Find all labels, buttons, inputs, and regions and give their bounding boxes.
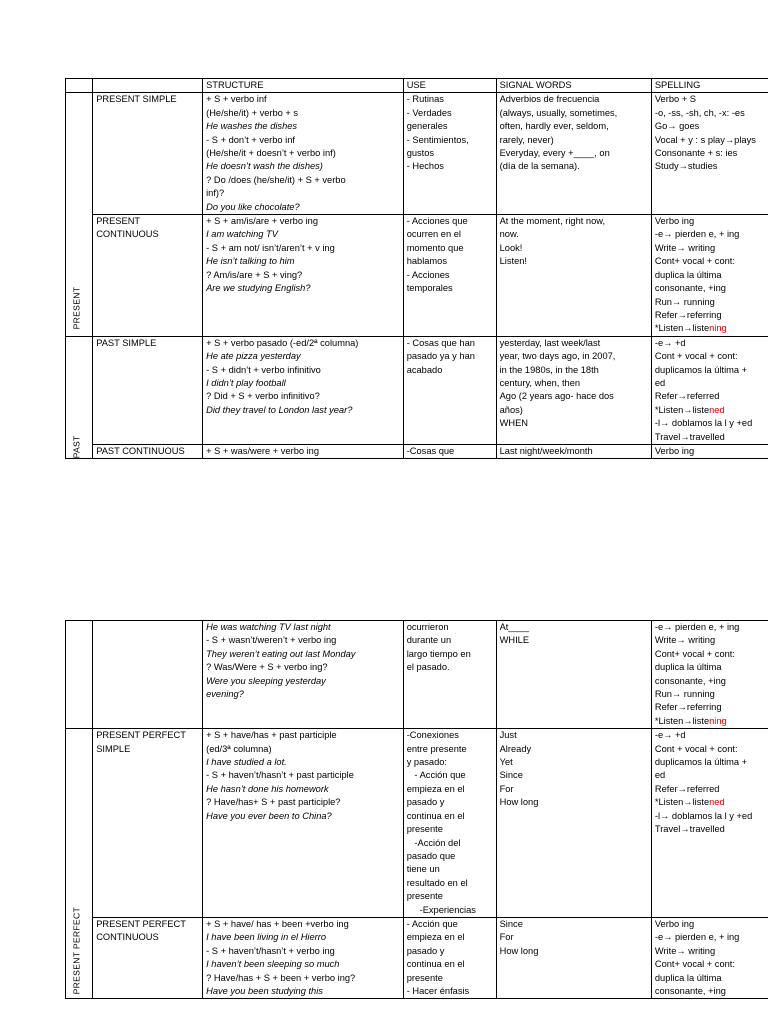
signal-line: yesterday, last week/last: [499, 337, 601, 348]
use-line: temporales: [406, 283, 453, 294]
row-present-simple: [66, 93, 768, 215]
tense-present-simple: [93, 93, 203, 215]
group-label-present-perfect: PRESENT PERFECT: [71, 906, 82, 995]
signal-past-simple: [496, 336, 651, 444]
highlighted-ending: ned: [709, 404, 725, 415]
use-line: generales: [406, 121, 448, 132]
structure-line: - S + am not/ isn’t/aren’t + v ing: [206, 242, 335, 253]
signal-line: How long: [499, 945, 539, 956]
use-line: -Experiencias: [406, 904, 476, 915]
row-past-simple: [66, 336, 768, 444]
spelling-line: Refer→referring: [654, 309, 722, 320]
structure-line: inf)?: [206, 188, 225, 199]
structure-present-perfect-simple: [203, 729, 404, 918]
structure-line: + S + was/were + verbo ing: [206, 445, 320, 456]
tense-past-simple: [93, 336, 203, 444]
use-line: - Rutinas: [406, 94, 444, 105]
signal-line: For: [499, 783, 514, 794]
structure-present-simple: [203, 93, 404, 215]
spelling-line: Travel→travelled: [654, 824, 725, 835]
use-line: pasado que: [406, 850, 456, 861]
spelling-line: Cont+ vocal + cont:: [654, 959, 735, 970]
use-line: ocurren en el: [406, 229, 461, 240]
spelling-line-listened: [655, 404, 768, 417]
spelling-line: duplica la última: [654, 662, 722, 673]
use-line: -Acción del: [406, 837, 461, 848]
example-line: Are we studying English?: [206, 283, 311, 294]
tense-line: PRESENT SIMPLE: [96, 94, 177, 105]
spelling-line: -e→ pierden e, + ing: [654, 622, 740, 632]
use-line: resultado en el: [406, 877, 468, 888]
example-line: He ate pizza yesterday: [206, 351, 301, 362]
use-line: - Acciones que: [406, 216, 468, 227]
use-line: continua en el: [406, 810, 465, 821]
highlighted-ending: ning: [709, 323, 727, 334]
spelling-line: ed: [654, 770, 666, 781]
use-line: durante un: [406, 635, 452, 646]
spelling-line: Consonante + s: ies: [654, 148, 738, 159]
spelling-line: duplicamos la última +: [654, 757, 748, 768]
structure-past-continuous-cont: [203, 621, 404, 729]
spelling-line: Run→ running: [654, 296, 715, 307]
signal-line: WHEN: [499, 418, 529, 429]
spelling-line: Travel→travelled: [654, 431, 725, 442]
row-present-continuous: [66, 215, 768, 337]
signal-line: in the 1980s, in the 18th: [499, 364, 599, 375]
signal-line: often, hardly ever, seldom,: [499, 121, 609, 132]
structure-line: ? Did + S + verbo infinitivo?: [206, 391, 320, 402]
signal-line: Everyday, every +____, on: [499, 148, 610, 159]
signal-present-perfect-continuous: [496, 917, 651, 998]
example-line: I haven’t been sleeping so much: [206, 959, 340, 970]
group-label-present: PRESENT: [71, 287, 82, 330]
spelling-line: duplica la última: [654, 269, 722, 280]
use-line: - Sentimientos,: [406, 134, 469, 145]
group-cell-present: [66, 93, 93, 336]
spelling-line: Verbo ing: [654, 216, 695, 227]
example-line: Do you like chocolate?: [206, 201, 300, 212]
signal-line: century, when, then: [499, 377, 581, 388]
example-line: He doesn’t wash the dishes): [206, 161, 323, 172]
example-line: Did they travel to London last year?: [206, 404, 353, 415]
use-line: pasado ya y han: [406, 351, 475, 362]
signal-line: Listen!: [499, 256, 528, 267]
signal-line: Ago (2 years ago- hace dos: [499, 391, 614, 402]
structure-line: (He/she/it) + verbo + s: [206, 107, 299, 118]
spelling-past-continuous-cont: [651, 621, 768, 729]
tense-line: PRESENT PERFECT: [96, 918, 186, 929]
tense-line: PAST SIMPLE: [96, 337, 157, 348]
spelling-present-simple: [651, 93, 768, 215]
spelling-line: consonante, +ing: [654, 675, 726, 686]
spelling-past-continuous: [651, 444, 768, 458]
header-structure: STRUCTURE: [203, 79, 404, 93]
group-cell-empty: [66, 621, 93, 729]
signal-line: At____: [499, 622, 530, 632]
group-cell-past: [66, 336, 93, 459]
signal-line: How long: [499, 797, 539, 808]
structure-line: - S + haven’t/hasn’t + verbo ing: [206, 945, 335, 956]
signal-line: Adverbios de frecuencia: [499, 94, 600, 105]
example-line: He isn’t talking to him: [206, 256, 295, 267]
header-cell-tense: [93, 79, 203, 93]
spelling-line: Verbo ing: [654, 445, 695, 456]
example-line: Have you been studying this: [206, 985, 323, 996]
signal-line: At the moment, right now,: [499, 216, 606, 227]
structure-line: - S + haven’t/hasn’t + past participle: [206, 770, 354, 781]
spelling-line: Vocal + y : s play→plays: [654, 134, 756, 145]
use-line: - Verdades: [406, 107, 452, 118]
structure-past-simple: [203, 336, 404, 444]
row-past-continuous: [66, 444, 768, 458]
signal-present-continuous: [496, 215, 651, 337]
use-present-perfect-continuous: [403, 917, 496, 998]
use-present-perfect-simple: [403, 729, 496, 918]
structure-line: ? Do /does (he/she/it) + S + verbo: [206, 174, 346, 185]
signal-past-continuous-cont: [496, 621, 651, 729]
use-line: empieza en el: [406, 783, 465, 794]
spelling-text: *Listen→liste: [654, 715, 710, 726]
signal-line: Already: [499, 743, 532, 754]
grammar-table-1: [65, 78, 768, 459]
spelling-line: -e→ +d: [654, 337, 686, 348]
signal-line: Since: [499, 770, 523, 781]
signal-line: Just: [499, 730, 517, 741]
signal-line: (always, usually, sometimes,: [499, 107, 618, 118]
grammar-table-2: [65, 620, 768, 999]
header-row: [66, 79, 768, 93]
signal-present-perfect-simple: [496, 729, 651, 918]
group-label-past: PAST: [71, 435, 82, 459]
signal-line: now.: [499, 229, 519, 240]
spelling-line: -e→ pierden e, + ing: [654, 229, 740, 240]
use-line: hablamos: [406, 256, 447, 267]
structure-line: + S + verbo pasado (-ed/2ª columna): [206, 337, 359, 348]
structure-present-perfect-continuous: [203, 917, 404, 998]
tense-present-perfect-simple: [93, 729, 203, 918]
row-present-perfect-simple: [66, 729, 768, 918]
spelling-line: Cont + vocal + cont:: [654, 351, 738, 362]
spelling-present-continuous: [651, 215, 768, 337]
use-line: gustos: [406, 148, 435, 159]
spelling-line: Cont + vocal + cont:: [654, 743, 738, 754]
row-past-continuous-continued: [66, 621, 768, 729]
use-line: pasado y: [406, 945, 445, 956]
signal-line: Last night/week/month: [499, 445, 593, 456]
example-line: He washes the dishes: [206, 121, 298, 132]
structure-line: + S + have/ has + been +verbo ing: [206, 918, 349, 929]
spelling-line: -e→ +d: [654, 730, 686, 741]
signal-line: For: [499, 932, 514, 943]
spelling-line: consonante, +ing: [654, 283, 726, 294]
spelling-line: -l→ doblamos la l y +ed: [654, 418, 753, 429]
spelling-past-simple: [651, 336, 768, 444]
signal-line: (día de la semana).: [499, 161, 580, 172]
spelling-line: -o, -ss, -sh, ch, -x: -es: [654, 107, 745, 118]
use-line: momento que: [406, 242, 464, 253]
spelling-line: duplica la última: [654, 972, 722, 983]
spelling-text: *Listen→liste: [654, 797, 710, 808]
signal-line: años): [499, 404, 523, 415]
use-line: y pasado:: [406, 757, 448, 768]
structure-line: (ed/3ª columna): [206, 743, 272, 754]
tense-line: CONTINUOUS: [96, 932, 159, 943]
use-line: empieza en el: [406, 932, 465, 943]
spelling-line: Refer→referred: [654, 391, 720, 402]
spelling-line-listening: [655, 715, 768, 728]
row-present-perfect-continuous: [66, 917, 768, 998]
use-line: presente: [406, 972, 443, 983]
use-line: el pasado.: [406, 662, 450, 673]
tense-present-continuous: [93, 215, 203, 337]
use-line: entre presente: [406, 743, 467, 754]
structure-line: + S + verbo inf: [206, 94, 267, 105]
structure-line: + S + am/is/are + verbo ing: [206, 216, 318, 227]
example-line: They weren’t eating out last Monday: [206, 648, 356, 659]
use-line: - Hechos: [406, 161, 444, 172]
spelling-line: Go→ goes: [654, 121, 700, 132]
spelling-line: Write→ writing: [654, 635, 716, 646]
tense-cell-empty: [93, 621, 203, 729]
header-cell-group: [66, 79, 93, 93]
use-line: presente: [406, 824, 443, 835]
use-line: largo tiempo en: [406, 648, 471, 659]
use-line: -Cosas que: [406, 445, 455, 456]
structure-line: + S + have/has + past participle: [206, 730, 337, 741]
structure-past-continuous: [203, 444, 404, 458]
header-use: USE: [403, 79, 496, 93]
use-past-simple: [403, 336, 496, 444]
use-present-continuous: [403, 215, 496, 337]
spelling-line: Study→studies: [654, 161, 718, 172]
signal-line: year, two days ago, in 2007,: [499, 351, 616, 362]
use-line: continua en el: [406, 959, 465, 970]
tense-line: PRESENT PERFECT: [96, 730, 186, 741]
example-line: Have you ever been to China?: [206, 810, 332, 821]
spelling-present-perfect-simple: [651, 729, 768, 918]
use-line: -Conexiones: [406, 730, 459, 741]
spelling-line: Write→ writing: [654, 242, 716, 253]
spelling-present-perfect-continuous: [651, 917, 768, 998]
spelling-line: -e→ pierden e, + ing: [654, 932, 740, 943]
tense-line: PAST CONTINUOUS: [96, 445, 185, 456]
spelling-line: Refer→referring: [654, 702, 722, 713]
spelling-line: consonante, +ing: [654, 985, 726, 996]
group-cell-present-perfect: [66, 729, 93, 999]
use-line: - Acción que: [406, 918, 458, 929]
example-line: I have been living in el Hierro: [206, 932, 327, 943]
header-signal-words: SIGNAL WORDS: [496, 79, 651, 93]
signal-line: Yet: [499, 757, 513, 768]
structure-line: - S + didn’t + verbo infinitivo: [206, 364, 321, 375]
spelling-line: Run→ running: [654, 689, 715, 700]
spelling-line: ed: [654, 377, 666, 388]
structure-line: ? Am/is/are + S + ving?: [206, 269, 303, 280]
signal-present-simple: [496, 93, 651, 215]
spelling-line: Verbo ing: [654, 918, 695, 929]
signal-line: Since: [499, 918, 523, 929]
structure-line: - S + don’t + verbo inf: [206, 134, 295, 145]
use-past-continuous: [403, 444, 496, 458]
use-line: - Cosas que han: [406, 337, 475, 348]
example-line: He was watching TV last night: [206, 622, 331, 632]
structure-line: (He/she/it + doesn’t + verbo inf): [206, 148, 336, 159]
signal-past-continuous: [496, 444, 651, 458]
spelling-line-listened: [655, 796, 768, 809]
spelling-line: Verbo + S: [654, 94, 696, 105]
header-spelling: SPELLING: [651, 79, 768, 93]
use-line: acabado: [406, 364, 443, 375]
tense-line: CONTINUOUS: [96, 229, 159, 240]
example-line: He hasn’t done his homework: [206, 783, 329, 794]
tense-present-perfect-continuous: [93, 917, 203, 998]
use-present-simple: [403, 93, 496, 215]
structure-line: ? Have/has + S + been + verbo ing?: [206, 972, 356, 983]
tense-line: PRESENT: [96, 216, 141, 227]
signal-line: WHILE: [499, 635, 530, 646]
use-line: - Acción que: [406, 770, 466, 781]
use-past-continuous-cont: [403, 621, 496, 729]
tense-line: SIMPLE: [96, 743, 131, 754]
spelling-line-listening: [655, 322, 768, 335]
use-line: - Acciones: [406, 269, 450, 280]
use-line: ocurrieron: [406, 622, 449, 632]
structure-line: - S + wasn’t/weren’t + verbo ing: [206, 635, 337, 646]
use-line: tiene un: [406, 864, 440, 875]
use-line: pasado y: [406, 797, 445, 808]
tense-past-continuous: [93, 444, 203, 458]
highlighted-ending: ned: [709, 797, 725, 808]
structure-present-continuous: [203, 215, 404, 337]
use-line: presente: [406, 891, 443, 902]
spelling-line: duplicamos la última +: [654, 364, 748, 375]
spelling-line: Cont+ vocal + cont:: [654, 256, 735, 267]
highlighted-ending: ning: [709, 715, 727, 726]
spelling-line: -l→ doblamos la l y +ed: [654, 810, 753, 821]
spelling-line: Cont+ vocal + cont:: [654, 648, 735, 659]
spelling-line: Refer→referred: [654, 783, 720, 794]
example-line: Were you sleeping yesterday: [206, 675, 326, 686]
structure-line: ? Was/Were + S + verbo ing?: [206, 662, 328, 673]
signal-line: Look!: [499, 242, 523, 253]
example-line: I have studied a lot.: [206, 757, 287, 768]
use-line: - Hacer énfasis: [406, 985, 470, 996]
spelling-text: *Listen→liste: [654, 404, 710, 415]
example-line: I am watching TV: [206, 229, 278, 240]
example-line: evening?: [206, 689, 244, 700]
spelling-line: Write→ writing: [654, 945, 716, 956]
spelling-text: *Listen→liste: [654, 323, 710, 334]
signal-line: rarely, never): [499, 134, 554, 145]
example-line: I didn’t play football: [206, 377, 286, 388]
structure-line: ? Have/has+ S + past participle?: [206, 797, 341, 808]
